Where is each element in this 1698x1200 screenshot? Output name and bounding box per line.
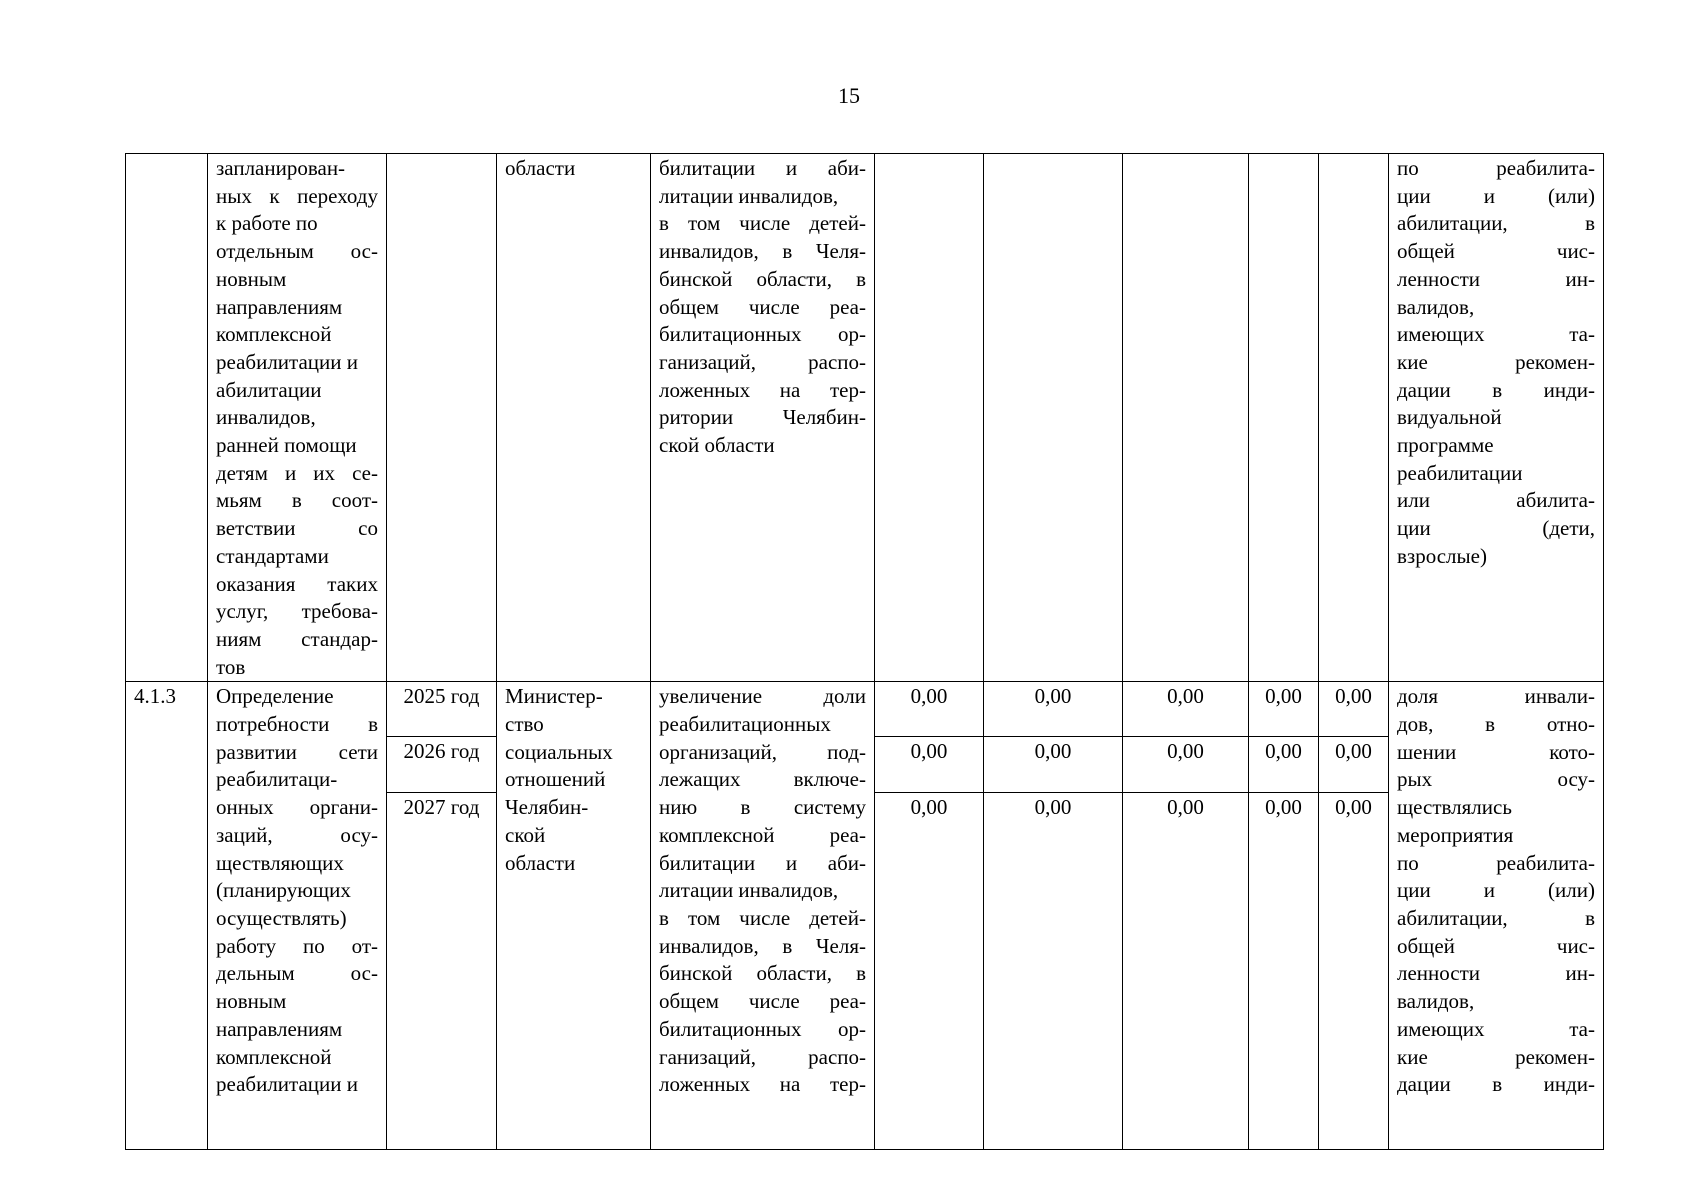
text-line: потребности в bbox=[216, 712, 378, 737]
text-line: (планирующих bbox=[216, 878, 351, 903]
cell-executor bbox=[497, 682, 651, 1150]
text-line: увеличение доли bbox=[659, 684, 866, 709]
text-line: ществлялись bbox=[1397, 795, 1512, 820]
cell-expected-result bbox=[651, 154, 875, 682]
text-line: новным bbox=[216, 989, 287, 1014]
text-line: общем числе реа- bbox=[659, 989, 866, 1014]
text-line: билитационных ор- bbox=[659, 1016, 866, 1041]
text-line: области bbox=[505, 850, 576, 875]
text-line: по реабилита- bbox=[1397, 850, 1595, 875]
text-line: доля инвали- bbox=[1397, 684, 1595, 709]
cell-value: 0,00 bbox=[984, 793, 1123, 849]
text-line: Челябин- bbox=[505, 795, 589, 820]
text-line: общей чис- bbox=[1397, 239, 1595, 264]
text-line: ществляющих bbox=[216, 850, 344, 875]
text-line: кие рекомен- bbox=[1397, 349, 1595, 374]
text-line: реабилитации и bbox=[216, 349, 358, 374]
cell-value-empty bbox=[1123, 154, 1249, 682]
text-line: запланирован- bbox=[216, 156, 346, 180]
cell-value: 0,00 bbox=[1319, 682, 1389, 737]
text-line: ции и (или) bbox=[1397, 183, 1595, 208]
text-line: имеющих та- bbox=[1397, 1016, 1595, 1041]
page-number: 15 bbox=[838, 83, 860, 108]
cell-value: 0,00 bbox=[1319, 793, 1389, 849]
cell-value-filler bbox=[875, 848, 984, 1150]
text-line: имеющих та- bbox=[1397, 322, 1595, 347]
cell-value-empty bbox=[1249, 154, 1319, 682]
text-line: осуществлять) bbox=[216, 905, 347, 930]
cell-value: 0,00 bbox=[875, 682, 984, 737]
text-line: новным bbox=[216, 266, 287, 291]
text-line: организаций, под- bbox=[659, 739, 866, 764]
text-line: реабилитаци- bbox=[216, 767, 338, 792]
text-line: валидов, bbox=[1397, 294, 1475, 319]
text-line: ритории Челябин- bbox=[659, 405, 866, 430]
text-line: кие рекомен- bbox=[1397, 1044, 1595, 1069]
text-line: детям и их се- bbox=[216, 460, 378, 485]
text-line: программе bbox=[1397, 433, 1494, 458]
text-line: видуальной bbox=[1397, 405, 1502, 430]
cell-year: 2027 год bbox=[387, 793, 497, 849]
cell-measure-name bbox=[208, 682, 387, 1150]
cell-value: 0,00 bbox=[1123, 793, 1249, 849]
text-line: ганизаций, распо- bbox=[659, 1044, 866, 1069]
cell-value-filler bbox=[984, 848, 1123, 1150]
text-line: инвалидов, в Челя- bbox=[659, 239, 866, 264]
cell-value: 0,00 bbox=[1319, 737, 1389, 793]
cell-indicator bbox=[1389, 682, 1604, 1150]
table-row-continuation bbox=[126, 154, 1604, 682]
text-line: онных органи- bbox=[216, 795, 378, 820]
text-line: развитии сети bbox=[216, 739, 378, 764]
text-line: мероприятия bbox=[1397, 822, 1514, 847]
text-line: билитации и аби- bbox=[659, 156, 866, 180]
text-line: бинской области, в bbox=[659, 266, 866, 291]
cell-value-filler bbox=[1249, 848, 1319, 1150]
cell-indicator bbox=[1389, 154, 1604, 682]
text-line: ции и (или) bbox=[1397, 878, 1595, 903]
cell-year: 2026 год bbox=[387, 737, 497, 793]
cell-value: 0,00 bbox=[984, 737, 1123, 793]
program-measures-table bbox=[125, 153, 1604, 1150]
text-line: в том числе детей- bbox=[659, 905, 866, 930]
text-line: рых осу- bbox=[1397, 767, 1595, 792]
cell-value: 0,00 bbox=[984, 682, 1123, 737]
cell-year: 2025 год bbox=[387, 682, 497, 737]
text-line: реабилитационных bbox=[659, 712, 831, 737]
text-line: в том числе детей- bbox=[659, 211, 866, 236]
cell-year-filler bbox=[387, 848, 497, 1150]
text-line: инвалидов, в Челя- bbox=[659, 933, 866, 958]
text-line: общем числе реа- bbox=[659, 294, 866, 319]
text-line: лежащих включе- bbox=[659, 767, 866, 792]
cell-value: 0,00 bbox=[875, 793, 984, 849]
text-line: абилитации bbox=[216, 377, 322, 402]
text-line: ных к переходу bbox=[216, 183, 378, 208]
text-line: билитации и аби- bbox=[659, 850, 866, 875]
text-line: стандартами bbox=[216, 543, 329, 568]
text-line: ранней помощи bbox=[216, 433, 357, 458]
text-line: по реабилита- bbox=[1397, 156, 1595, 180]
text-line: социальных bbox=[505, 739, 613, 764]
cell-value: 0,00 bbox=[1249, 682, 1319, 737]
cell-value: 0,00 bbox=[875, 737, 984, 793]
text-line: ветствии со bbox=[216, 516, 378, 541]
text-line: дов, в отно- bbox=[1397, 712, 1595, 737]
cell-measure-name bbox=[208, 154, 387, 682]
text-line: или абилита- bbox=[1397, 488, 1595, 513]
text-line: литации инвалидов, bbox=[659, 183, 839, 208]
text-line: абилитации, в bbox=[1397, 905, 1595, 930]
text-line: отдельным ос- bbox=[216, 239, 378, 264]
text-line: направлениям bbox=[216, 294, 343, 319]
text-line: ской bbox=[505, 822, 546, 847]
text-line: ской области bbox=[659, 433, 775, 458]
text-line: работу по от- bbox=[216, 933, 378, 958]
text-line: отношений bbox=[505, 767, 606, 792]
text-line: абилитации, в bbox=[1397, 211, 1595, 236]
text-line: ции (дети, bbox=[1397, 516, 1595, 541]
cell-value-empty bbox=[1319, 154, 1389, 682]
text-line: дельным ос- bbox=[216, 961, 378, 986]
text-line: бинской области, в bbox=[659, 961, 866, 986]
text-line: комплексной реа- bbox=[659, 822, 866, 847]
text-line: направлениям bbox=[216, 1016, 343, 1041]
text-line: комплексной bbox=[216, 1044, 332, 1069]
text-line: нию в систему bbox=[659, 795, 866, 820]
text-line: Определение bbox=[216, 684, 334, 709]
text-line: ленности ин- bbox=[1397, 961, 1595, 986]
text-line: дации в инди- bbox=[1397, 1072, 1595, 1097]
cell-value: 0,00 bbox=[1123, 682, 1249, 737]
text-line: шении кото- bbox=[1397, 739, 1595, 764]
text-line: ленности ин- bbox=[1397, 266, 1595, 291]
cell-value: 0,00 bbox=[1249, 737, 1319, 793]
text-line: общей чис- bbox=[1397, 933, 1595, 958]
text-line: ложенных на тер- bbox=[659, 1072, 866, 1097]
cell-value-empty bbox=[984, 154, 1123, 682]
cell-value: 0,00 bbox=[1123, 737, 1249, 793]
cell-value-filler bbox=[1123, 848, 1249, 1150]
cell-value: 0,00 bbox=[1249, 793, 1319, 849]
text-line: инвалидов, bbox=[216, 405, 316, 430]
cell-expected-result bbox=[651, 682, 875, 1150]
text-line: литации инвалидов, bbox=[659, 878, 839, 903]
text-line: комплексной bbox=[216, 322, 332, 347]
cell-value-empty bbox=[875, 154, 984, 682]
cell-value-filler bbox=[1319, 848, 1389, 1150]
text-line: реабилитации bbox=[1397, 460, 1523, 485]
text-line: тов bbox=[216, 654, 246, 679]
cell-item-code: 4.1.3 bbox=[126, 682, 208, 1150]
text-line: к работе по bbox=[216, 211, 318, 236]
text-line: реабилитации и bbox=[216, 1072, 358, 1097]
cell-year-empty bbox=[387, 154, 497, 682]
text-line: оказания таких bbox=[216, 571, 378, 596]
text-line: билитационных ор- bbox=[659, 322, 866, 347]
text-line: заций, осу- bbox=[216, 822, 378, 847]
cell-executor: области bbox=[497, 154, 651, 682]
text-line: мьям в соот- bbox=[216, 488, 378, 513]
text-line: ганизаций, распо- bbox=[659, 349, 866, 374]
text-line: услуг, требова- bbox=[216, 599, 378, 624]
text-line: взрослые) bbox=[1397, 543, 1487, 568]
text-line: дации в инди- bbox=[1397, 377, 1595, 402]
cell-code-empty bbox=[126, 154, 208, 682]
text-line: ложенных на тер- bbox=[659, 377, 866, 402]
text-line: ство bbox=[505, 712, 544, 737]
text-line: валидов, bbox=[1397, 989, 1475, 1014]
text-line: Министер- bbox=[505, 684, 603, 709]
text-line: ниям стандар- bbox=[216, 626, 378, 651]
table-row-2025 bbox=[126, 682, 1604, 737]
